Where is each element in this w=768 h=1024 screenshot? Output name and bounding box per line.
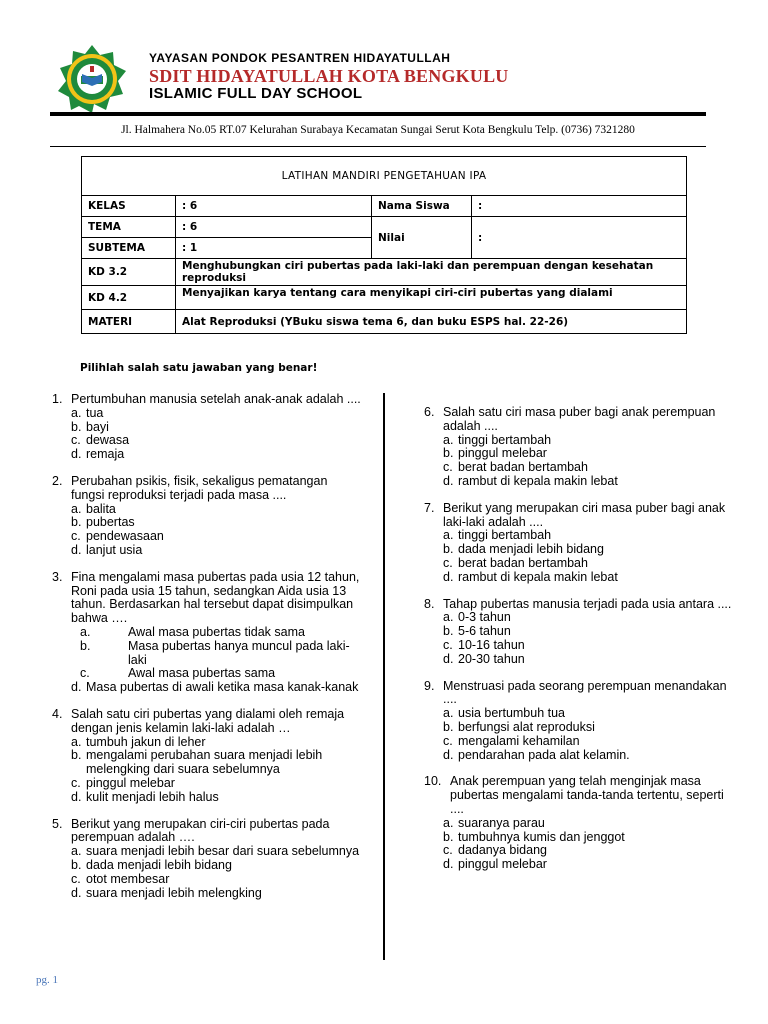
option-letter: d. (71, 885, 82, 900)
option-letter: a. (443, 706, 454, 721)
answer-option (71, 777, 362, 791)
subtema-value: : 1 (176, 238, 372, 259)
option-letter: b. (71, 748, 82, 763)
answer-option (71, 859, 362, 873)
option-letter: a. (71, 844, 82, 859)
option-letter: d. (443, 747, 454, 762)
option-text: otot membesar (86, 871, 170, 886)
organization-name: YAYASAN PONDOK PESANTREN HIDAYATULLAH (149, 51, 451, 65)
question-item (424, 775, 734, 872)
option-text: pendewasaan (86, 529, 164, 544)
tema-value: : 6 (176, 217, 372, 238)
option-text: usia bertumbuh tua (458, 706, 566, 721)
option-text: pendarahan pada alat kelamin. (458, 747, 630, 762)
option-text: 20-30 tahun (458, 651, 525, 666)
option-letter: d. (71, 542, 82, 557)
option-text: berat badan bertambah (458, 555, 588, 570)
question-text: Perubahan psikis, fisik, sekaligus pematangan fungsi reproduksi terjadi pada masa .... (71, 473, 328, 502)
info-table (81, 156, 687, 334)
option-letter: b. (443, 624, 454, 639)
question-text: Salah satu ciri pubertas yang dialami oleh remaja dengan jenis kelamin laki-laki adalah … (71, 706, 345, 735)
answer-option (71, 640, 362, 668)
option-text: suaranya parau (458, 815, 545, 830)
program-name: ISLAMIC FULL DAY SCHOOL (149, 85, 363, 102)
option-letter: c. (71, 433, 81, 448)
answer-option (443, 543, 734, 557)
option-text: tinggi bertambah (458, 528, 552, 543)
option-letter: b. (443, 719, 454, 734)
answer-option (443, 639, 734, 653)
nilai-label: Nilai (372, 217, 472, 259)
option-letter: a. (80, 624, 91, 639)
page-number: pg. 1 (36, 974, 58, 986)
option-text: mengalami perubahan suara menjadi lebih melengking dari suara sebelumnya (86, 748, 323, 777)
option-text: bayi (86, 419, 109, 434)
subtema-label: SUBTEMA (82, 238, 176, 259)
option-letter: a. (443, 815, 454, 830)
option-text: lanjut usia (86, 542, 143, 557)
option-text: 10-16 tahun (458, 637, 525, 652)
materi-label: MATERI (82, 310, 176, 334)
option-letter: a. (443, 432, 454, 447)
option-letter: b. (71, 515, 82, 530)
option-letter: c. (71, 775, 81, 790)
answer-option (443, 735, 734, 749)
option-letter: d. (71, 680, 82, 695)
option-letter: b. (443, 446, 454, 461)
option-letter: c. (443, 555, 453, 570)
question-number: 2. (52, 473, 63, 488)
kd32-value: Menghubungkan ciri pubertas pada laki-laki dan perempuan dengan kesehatan reproduksi (176, 259, 687, 286)
school-logo (57, 44, 127, 114)
option-text: tinggi bertambah (458, 432, 552, 447)
option-letter: b. (80, 638, 91, 653)
answer-option (71, 503, 362, 517)
answer-option (71, 407, 362, 421)
question-number: 1. (52, 392, 63, 406)
question-text: Berikut yang merupakan ciri masa puber bagi anak laki-laki adalah .... (443, 500, 726, 529)
answer-option (443, 434, 734, 448)
question-item (424, 502, 734, 585)
answer-option (71, 434, 362, 448)
answer-option (443, 611, 734, 625)
nilai-value: : (472, 217, 687, 259)
option-text: Masa pubertas di awali ketika masa kanak-kanak (86, 680, 359, 695)
instruction-text: Pilihlah salah satu jawaban yang benar! (80, 362, 318, 374)
question-text: Menstruasi pada seorang perempuan menandakan .... (443, 678, 727, 707)
answer-option (71, 448, 362, 462)
option-text: tumbuh jakun di leher (86, 734, 206, 749)
question-item (52, 818, 362, 901)
question-item (424, 598, 734, 667)
option-text: dewasa (86, 433, 130, 448)
option-letter: a. (71, 405, 82, 420)
answer-option (443, 749, 734, 763)
school-name: SDIT HIDAYATULLAH KOTA BENGKULU (149, 66, 509, 86)
answer-option (71, 681, 362, 695)
question-item (52, 475, 362, 558)
option-text: balita (86, 501, 116, 516)
answer-option (71, 887, 362, 901)
answer-option (443, 571, 734, 585)
kelas-label: KELAS (82, 196, 176, 217)
question-text: Tahap pubertas manusia terjadi pada usia antara .... (443, 596, 732, 611)
question-text: Berikut yang merupakan ciri-ciri pubertas pada perempuan adalah …. (71, 816, 330, 845)
answer-option (443, 721, 734, 735)
option-letter: a. (71, 501, 82, 516)
answer-option (71, 421, 362, 435)
answer-option (443, 653, 734, 667)
question-number: 4. (52, 706, 63, 721)
option-text: mengalami kehamilan (458, 733, 580, 748)
school-crest-icon (57, 44, 127, 114)
question-item (424, 680, 734, 763)
option-text: suara menjadi lebih besar dari suara sebelumnya (86, 844, 360, 859)
option-letter: a. (71, 734, 82, 749)
option-letter: c. (443, 460, 453, 475)
question-item (52, 708, 362, 805)
option-letter: d. (443, 857, 454, 872)
question-item (52, 393, 362, 462)
question-number: 10. (424, 774, 442, 789)
answer-option (443, 817, 734, 831)
option-letter: c. (71, 529, 81, 544)
option-text: rambut di kepala makin lebat (458, 473, 618, 488)
kd32-label: KD 3.2 (82, 259, 176, 286)
nama-siswa-label: Nama Siswa (372, 196, 472, 217)
option-letter: a. (443, 610, 454, 625)
option-text: berat badan bertambah (458, 460, 588, 475)
option-text: 0-3 tahun (458, 610, 511, 625)
option-text: tua (86, 405, 104, 420)
option-text: kulit menjadi lebih halus (86, 789, 219, 804)
option-text: dadanya bidang (458, 843, 547, 858)
question-text: Anak perempuan yang telah menginjak masa pubertas mengalami tanda-tanda tertentu, seperti .... (450, 774, 724, 816)
option-text: Awal masa pubertas tidak sama (128, 624, 305, 639)
option-letter: d. (443, 569, 454, 584)
answer-option (443, 831, 734, 845)
answer-option (71, 626, 362, 640)
kd42-label: KD 4.2 (82, 286, 176, 310)
option-text: berfungsi alat reproduksi (458, 719, 595, 734)
worksheet-title: LATIHAN MANDIRI PENGETAHUAN IPA (82, 157, 687, 196)
nama-siswa-value: : (472, 196, 687, 217)
option-letter: b. (443, 829, 454, 844)
answer-option (71, 530, 362, 544)
tema-label: TEMA (82, 217, 176, 238)
option-letter: c. (80, 666, 90, 681)
option-text: pinggul melebar (458, 446, 547, 461)
column-divider (383, 393, 385, 960)
option-letter: d. (443, 473, 454, 488)
answer-option (71, 667, 362, 681)
option-text: pubertas (86, 515, 135, 530)
question-number: 9. (424, 678, 435, 693)
option-letter: c. (443, 733, 453, 748)
question-number: 6. (424, 405, 435, 419)
question-number: 7. (424, 500, 435, 515)
header-rule (50, 112, 706, 116)
answer-option (443, 447, 734, 461)
answer-option (71, 516, 362, 530)
question-number: 5. (52, 816, 63, 831)
answer-option (71, 736, 362, 750)
answer-option (71, 845, 362, 859)
answer-option (443, 475, 734, 489)
questions-right-column (424, 406, 734, 885)
answer-option (443, 529, 734, 543)
answer-option (71, 873, 362, 887)
option-letter: a. (443, 528, 454, 543)
option-text: Awal masa pubertas sama (128, 666, 276, 681)
option-text: tumbuhnya kumis dan jenggot (458, 829, 625, 844)
option-letter: c. (443, 637, 453, 652)
option-letter: b. (443, 542, 454, 557)
question-number: 8. (424, 596, 435, 611)
kelas-value: : 6 (176, 196, 372, 217)
question-item (52, 571, 362, 695)
option-text: pinggul melebar (86, 775, 175, 790)
address-rule (50, 146, 706, 147)
question-text: Fina mengalami masa pubertas pada usia 12 tahun, Roni pada usia 15 tahun, sedangkan Aida usia 13 tahun. Berdasarkan hal tersebut dapat disimpulkan bahwa …. (71, 569, 360, 626)
answer-option (443, 461, 734, 475)
question-number: 3. (52, 569, 63, 584)
questions-left-column (52, 393, 362, 913)
question-text: Salah satu ciri masa puber bagi anak perempuan adalah .... (443, 405, 716, 433)
question-item (424, 406, 734, 489)
option-text: rambut di kepala makin lebat (458, 569, 618, 584)
option-letter: c. (71, 871, 81, 886)
option-text: 5-6 tahun (458, 624, 511, 639)
answer-option (443, 625, 734, 639)
question-text: Pertumbuhan manusia setelah anak-anak adalah .... (71, 392, 361, 406)
option-letter: b. (71, 419, 82, 434)
option-text: Masa pubertas hanya muncul pada laki-laki (128, 638, 350, 667)
answer-option (443, 858, 734, 872)
answer-option (71, 544, 362, 558)
option-letter: b. (71, 857, 82, 872)
option-letter: c. (443, 843, 453, 858)
answer-option (71, 791, 362, 805)
option-letter: d. (443, 651, 454, 666)
option-letter: d. (71, 789, 82, 804)
option-text: dada menjadi lebih bidang (86, 857, 232, 872)
option-text: pinggul melebar (458, 857, 547, 872)
answer-option (443, 844, 734, 858)
school-address: Jl. Halmahera No.05 RT.07 Kelurahan Surabaya Kecamatan Sungai Serut Kota Bengkulu Telp. (0736) 7321280 (121, 124, 635, 136)
option-letter: d. (71, 447, 82, 462)
answer-option (443, 707, 734, 721)
option-text: dada menjadi lebih bidang (458, 542, 604, 557)
answer-option (71, 749, 362, 777)
option-text: remaja (86, 447, 125, 462)
answer-option (443, 557, 734, 571)
kd42-value: Menyajikan karya tentang cara menyikapi ciri-ciri pubertas yang dialami (176, 286, 687, 310)
materi-value: Alat Reproduksi (YBuku siswa tema 6, dan buku ESPS hal. 22-26) (176, 310, 687, 334)
option-text: suara menjadi lebih melengking (86, 885, 262, 900)
